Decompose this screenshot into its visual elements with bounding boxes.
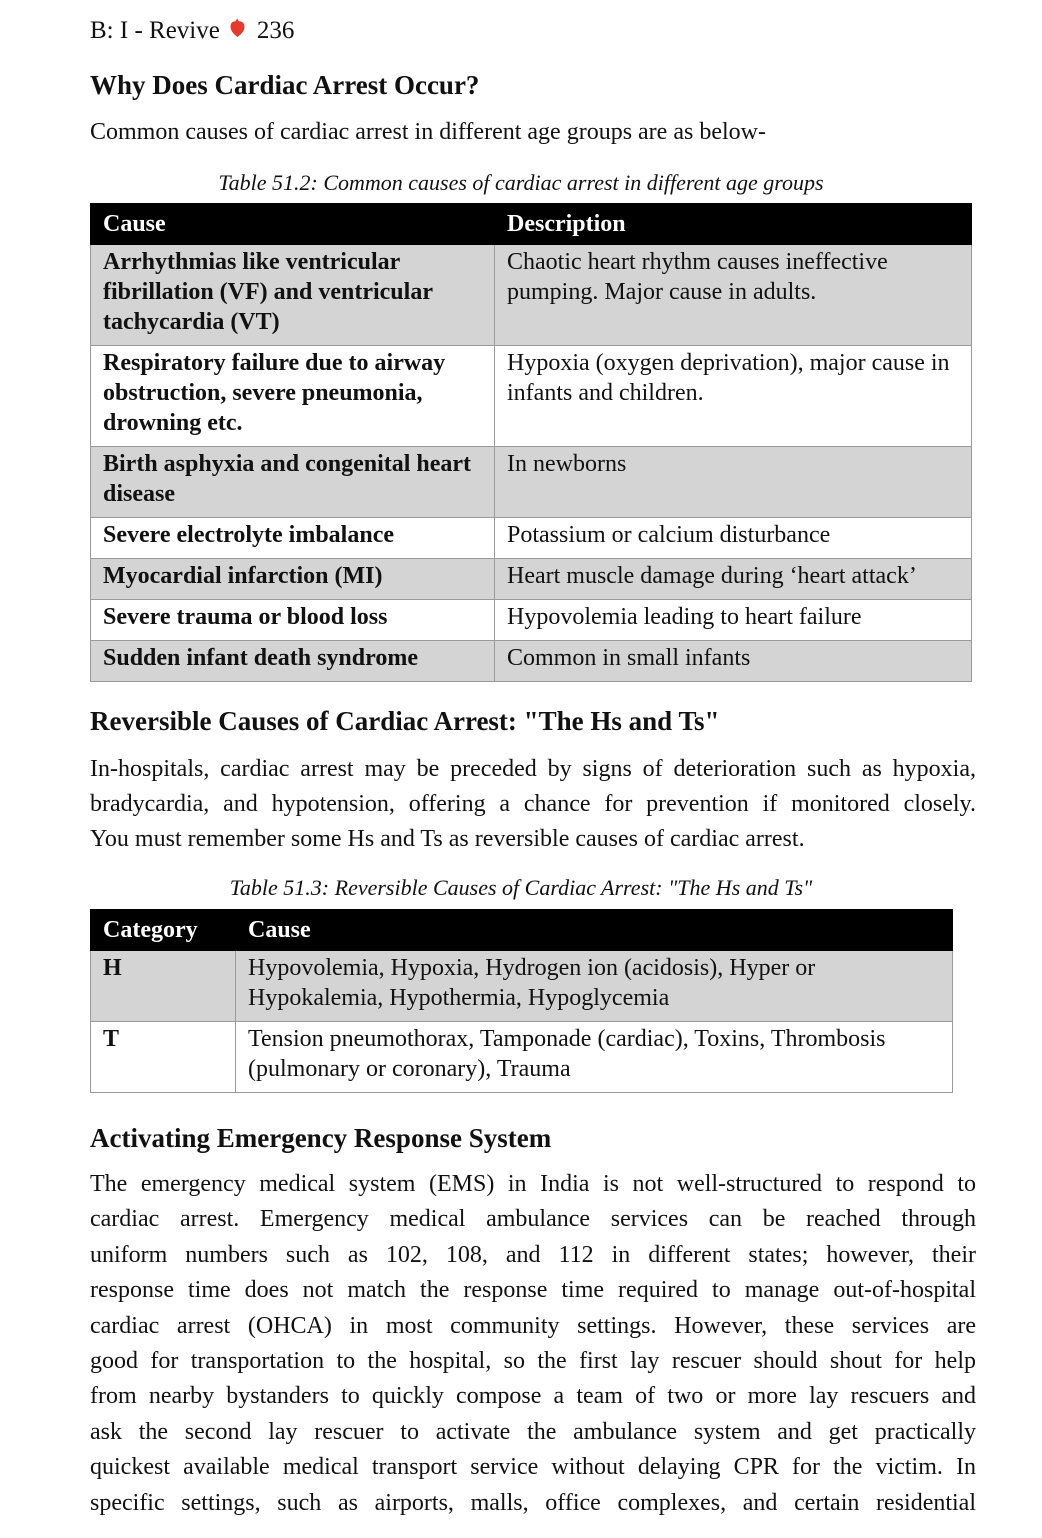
hs-and-ts-table — [90, 909, 953, 1093]
paragraph-line: good for transportation to the hospital, so the first lay rescuer should shout for help — [90, 1348, 976, 1375]
cause-cell: Birth asphyxia and congenital heart disease — [91, 447, 495, 518]
paragraph-line: cardiac arrest. Emergency medical ambulance services can be reached through — [90, 1206, 976, 1233]
description-cell: Common in small infants — [495, 641, 972, 682]
book-title: B: I - Revive — [90, 17, 220, 44]
section-paragraph — [90, 1167, 976, 1521]
paragraph-line: specific settings, such as airports, malls, office complexes, and certain residential — [90, 1489, 976, 1516]
table-row — [91, 346, 972, 447]
column-header: Category — [91, 910, 236, 951]
paragraph-line: The emergency medical system (EMS) in India is not well-structured to respond to — [90, 1171, 976, 1197]
section-heading: Activating Emergency Response System — [90, 1123, 552, 1153]
column-header: Description — [495, 204, 972, 245]
cause-cell: Severe electrolyte imbalance — [91, 518, 495, 559]
causes-table — [90, 203, 972, 682]
description-cell: Heart muscle damage during ‘heart attack’ — [495, 559, 972, 600]
cause-cell: Hypovolemia, Hypoxia, Hydrogen ion (acidosis), Hyper or Hypokalemia, Hypothermia, Hypoglycemia — [236, 951, 953, 1022]
paragraph-line: uniform numbers such as 102, 108, and 112 in different states; however, their — [90, 1241, 976, 1268]
description-cell: Potassium or calcium disturbance — [495, 518, 972, 559]
paragraph-line: ask the second lay rescuer to activate the ambulance system and get practically — [90, 1418, 976, 1445]
cause-cell: Respiratory failure due to airway obstruction, severe pneumonia, drowning etc. — [91, 346, 495, 447]
cause-cell: Sudden infant death syndrome — [91, 641, 495, 682]
paragraph-line: bradycardia, and hypotension, offering a chance for prevention if monitored closely. — [90, 791, 976, 817]
description-cell: In newborns — [495, 447, 972, 518]
cause-cell: Myocardial infarction (MI) — [91, 559, 495, 600]
heart-icon — [230, 14, 245, 48]
category-cell: H — [91, 951, 236, 1022]
description-cell: Hypovolemia leading to heart failure — [495, 600, 972, 641]
page-number: 236 — [256, 17, 295, 44]
table-row — [91, 245, 972, 346]
paragraph-line: cardiac arrest (OHCA) in most community settings. However, these services are — [90, 1312, 976, 1339]
paragraph-line: In-hospitals, cardiac arrest may be preceded by signs of deterioration such as hypoxia, — [90, 756, 976, 782]
table-row — [91, 1022, 953, 1093]
paragraph-line: response time does not match the response time required to manage out-of-hospital — [90, 1277, 976, 1304]
cause-cell: Arrhythmias like ventricular fibrillation (VF) and ventricular tachycardia (VT) — [91, 245, 495, 346]
table-caption: Table 51.3: Reversible Causes of Cardiac Arrest: "The Hs and Ts" — [229, 875, 813, 900]
cause-cell: Severe trauma or blood loss — [91, 600, 495, 641]
table-row — [91, 641, 972, 682]
cause-cell: Tension pneumothorax, Tamponade (cardiac), Toxins, Thrombosis (pulmonary or coronary), Trauma — [236, 1022, 953, 1093]
description-cell: Chaotic heart rhythm causes ineffective pumping. Major cause in adults. — [495, 245, 972, 346]
section-paragraph — [90, 752, 976, 857]
table-row — [91, 600, 972, 641]
paragraph-line: quickest available medical transport service without delaying CPR for the victim. In — [90, 1454, 976, 1481]
column-header: Cause — [91, 204, 495, 245]
paragraph-line: from nearby bystanders to quickly compose a team of two or more lay rescuers and — [90, 1383, 976, 1410]
table-row — [91, 559, 972, 600]
running-header — [90, 14, 294, 48]
table-row — [91, 518, 972, 559]
column-header: Cause — [236, 910, 953, 951]
table-row — [91, 447, 972, 518]
table-header-row — [91, 204, 972, 245]
section-heading: Why Does Cardiac Arrest Occur? — [90, 70, 480, 100]
table-caption: Table 51.2: Common causes of cardiac arrest in different age groups — [218, 170, 824, 195]
description-cell: Hypoxia (oxygen deprivation), major cause in infants and children. — [495, 346, 972, 447]
table-header-row — [91, 910, 953, 951]
table-row — [91, 951, 953, 1022]
intro-paragraph: Common causes of cardiac arrest in different age groups are as below- — [90, 119, 766, 145]
section-heading: Reversible Causes of Cardiac Arrest: "The Hs and Ts" — [90, 706, 720, 736]
paragraph-line: You must remember some Hs and Ts as reversible causes of cardiac arrest. — [90, 826, 805, 852]
category-cell: T — [91, 1022, 236, 1093]
